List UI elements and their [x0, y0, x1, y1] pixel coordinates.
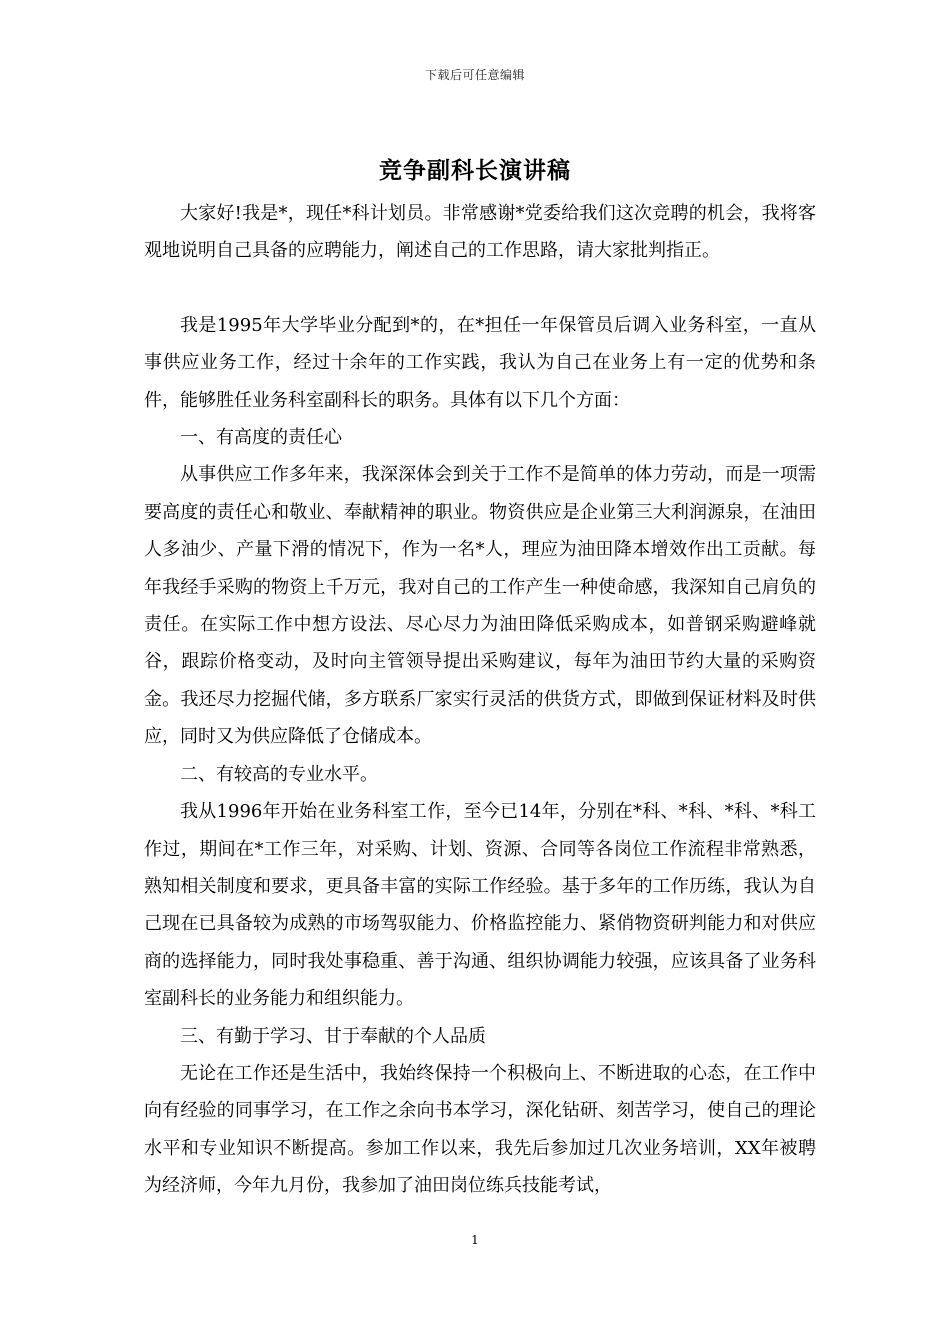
- paragraph-professional: 我从1996年开始在业务科室工作，至今已14年，分别在*科、*科、*科、*科工作过，期间在*工作三年，对采购、计划、资源、合同等各岗位工作流程非常熟悉，熟知相关制度和要求，更具备丰富的实际工作经验。基于多年的工作历练，我认为自己现在已具备较为成熟的市场驾驭能力、价格监控能力、紧俏物资研判能力和对供应商的选择能力，同时我处事稳重、善于沟通、组织协调能力较强，应该具备了业务科室副科长的业务能力和组织能力。: [144, 801, 816, 1010]
- paragraph-responsibility: 从事供应工作多年来，我深深体会到关于工作不是简单的体力劳动，而是一项需要高度的责任心和敬业、奉献精神的职业。物资供应是企业第三大利润源泉，在油田人多油少、产量下滑的情况下，作为一名*人，理应为油田降本增效作出工贡献。每年我经手采购的物资上千万元，我对自己的工作产生一种使命感，我深知自己肩负的责任。在实际工作中想方设法、尽心尽力为油田降低采购成本，如普钢采购避峰就谷，跟踪价格变动，及时向主管领导提出采购建议，每年为油田节约大量的采购资金。我还尽力挖掘代储，多方联系厂家实行灵活的供货方式，即做到保证材料及时供应，同时又为供应降低了仓储成本。: [144, 464, 816, 748]
- section-heading-3: 三、有勤于学习、甘于奉献的个人品质: [180, 1025, 486, 1047]
- document-title: 竞争副科长演讲稿: [379, 157, 571, 184]
- page-number: 1: [471, 1233, 479, 1247]
- paragraph-background: 我是1995年大学毕业分配到*的，在*担任一年保管员后调入业务科室，一直从事供应业务工作，经过十余年的工作实践，我认为自己在业务上有一定的优势和条件，能够胜任业务科室副科长的职务。具体有以下几个方面：: [144, 314, 816, 411]
- paragraph-greeting: 大家好!我是*，现任*科计划员。非常感谢*党委给我们这次竞聘的机会，我将客观地说明自己具备的应聘能力，阐述自己的工作思路，请大家批判指正。: [144, 203, 816, 262]
- header-note: 下载后可任意编辑: [424, 68, 525, 82]
- document-body: [144, 195, 816, 1205]
- paragraph-learning: 无论在工作还是生活中，我始终保持一个积极向上、不断进取的心态，在工作中向有经验的同事学习，在工作之余向书本学习，深化钻研、刻苦学习，使自己的理论水平和专业知识不断提高。参加工作以来，我先后参加过几次业务培训，XX年被聘为经济师，今年九月份，我参加了油田岗位练兵技能考试，: [144, 1062, 816, 1197]
- section-heading-1: 一、有高度的责任心: [180, 427, 342, 449]
- section-heading-2: 二、有较高的专业水平。: [180, 763, 378, 785]
